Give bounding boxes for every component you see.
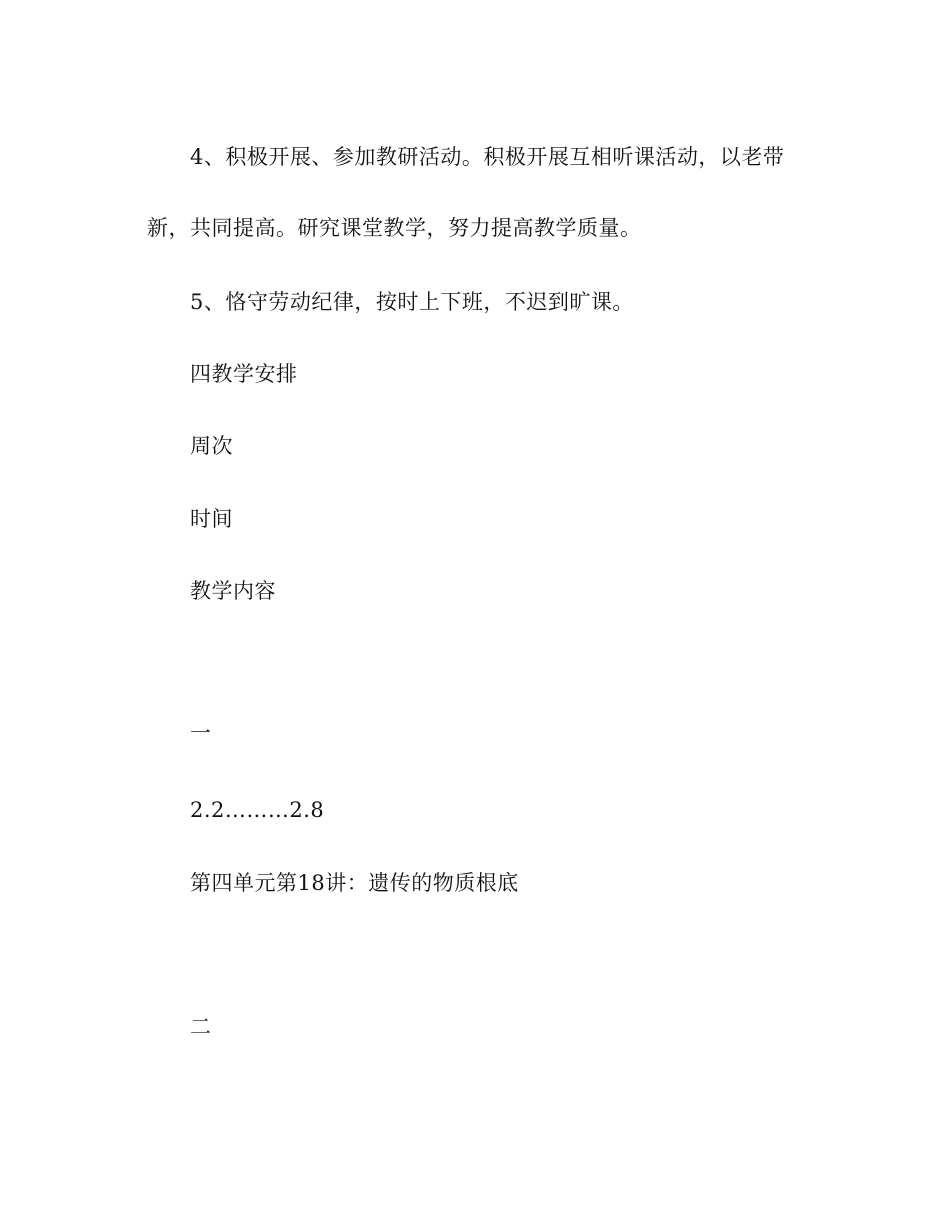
table-cell-content-1: 第四单元第18讲：遗传的物质根底 [190,871,519,895]
table-header-time: 时间 [190,507,233,531]
paragraph-item5: 5、恪守劳动纪律，按时上下班，不迟到旷课。 [190,290,634,314]
table-cell-week-1: 一 [190,721,212,745]
paragraph-item4-line1: 4、积极开展、参加教研活动。积极开展互相听课活动，以老带 [190,145,785,169]
paragraph-item4-line2: 新，共同提高。研究课堂教学，努力提高教学质量。 [147,216,642,240]
table-cell-week-2: 二 [190,1015,212,1039]
table-header-week: 周次 [190,434,233,458]
section-heading-teaching-plan: 四教学安排 [190,362,298,386]
table-cell-time-1: 2.2………2.8 [190,798,325,822]
table-header-content: 教学内容 [190,579,276,603]
